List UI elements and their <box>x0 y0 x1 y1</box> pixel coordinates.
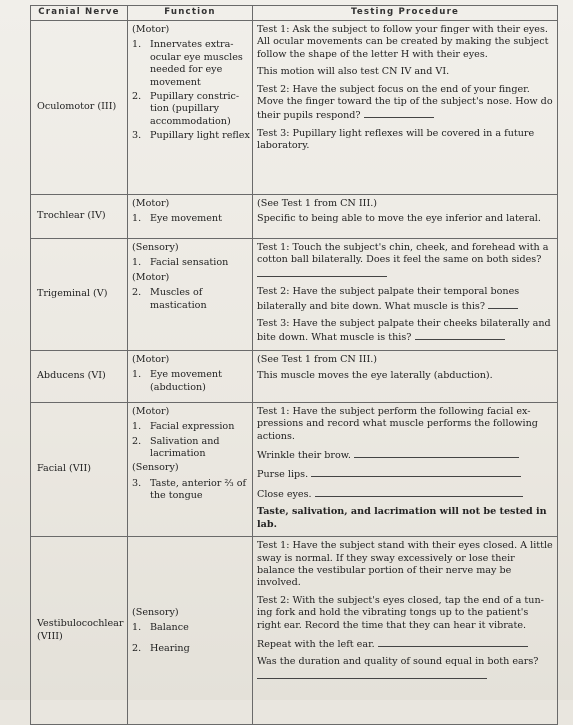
function-number: 2. <box>132 91 142 103</box>
table-row <box>31 537 558 725</box>
function-cell <box>128 537 253 725</box>
procedure-cell <box>253 537 558 725</box>
function-text: Pupillary light reflex <box>150 130 250 142</box>
function-text: Taste, anterior ⅔ of the tongue <box>150 477 247 502</box>
header-nerve: Cranial Nerve <box>31 6 128 21</box>
function-text: Eye movement <box>150 213 222 225</box>
answer-blank[interactable] <box>354 448 519 458</box>
procedure-text: Test 1: Ask the subject to follow your finger with their eyes. All ocular movements can be created by making the subject follow the shape of the letter H with their eyes. <box>257 24 549 60</box>
table-row <box>31 402 558 536</box>
function-label: (Motor) <box>132 198 170 209</box>
answer-blank[interactable] <box>415 330 505 340</box>
answer-blank[interactable] <box>378 637 528 647</box>
function-label: (Sensory) <box>132 242 179 253</box>
answer-blank[interactable] <box>257 669 487 679</box>
nerve-name: Trigeminal (V) <box>31 239 128 351</box>
function-label: (Motor) <box>132 24 170 35</box>
procedure-text: Test 1: Have the subject stand with their eyes closed. A little sway is normal. If they sway excessively or lose their balance the vestibular portion of their nerve may be involved. <box>257 540 553 589</box>
function-number: 1. <box>132 257 142 269</box>
function-number: 1. <box>132 421 142 433</box>
function-text: Muscles of mastication <box>150 287 207 311</box>
function-text: Pupillary constric-tion (pupillary accommodation) <box>150 91 240 127</box>
procedure-text: Test 2: With the subject's eyes closed, tap the end of a tun-ing fork and hold the vibrating tongs up to the patient's right ear. Record the time that they can hear it vibrate. <box>257 594 544 631</box>
procedure-text: Test 3: Pupillary light reflexes will be covered in a future laboratory. <box>257 127 535 152</box>
procedure-cell <box>253 402 558 536</box>
procedure-text: Close eyes. <box>257 487 553 501</box>
function-text: Eye movement (abduction) <box>150 369 222 393</box>
function-number: 3. <box>132 130 142 142</box>
nerve-name: Oculomotor (III) <box>31 21 128 195</box>
answer-blank[interactable] <box>311 467 521 477</box>
header-row <box>31 6 558 21</box>
function-number: 2. <box>132 642 142 654</box>
answer-blank[interactable] <box>364 108 434 118</box>
nerve-name: Trochlear (IV) <box>31 195 128 239</box>
answer-blank[interactable] <box>257 267 387 277</box>
procedure-text: Purse lips. <box>257 467 553 481</box>
function-number: 1. <box>132 369 142 381</box>
function-text: Innervates extra-ocular eye muscles needed for eye movement <box>150 39 243 88</box>
procedure-text: Wrinkle their brow. <box>257 448 553 462</box>
answer-blank[interactable] <box>315 487 523 497</box>
function-label: (Motor) <box>132 353 170 365</box>
procedure-note: Taste, salivation, and lacrimation will not be tested in lab. <box>257 506 547 530</box>
function-label: (Sensory) <box>132 606 179 618</box>
function-label: (Motor) <box>132 271 170 283</box>
procedure-text: This motion will also test CN IV and VI. <box>257 66 450 78</box>
function-number: 2. <box>132 435 142 447</box>
function-text: Balance <box>150 622 189 634</box>
function-text: Salivation and lacrimation <box>150 435 220 460</box>
nerve-name: Abducens (VI) <box>31 350 128 402</box>
procedure-cell <box>253 195 558 239</box>
procedure-cell <box>253 21 558 195</box>
function-number: 1. <box>132 213 142 225</box>
function-label: (Sensory) <box>132 462 179 474</box>
procedure-text: Test 3: Have the subject palpate their cheeks bilaterally and bite down. What muscle is this? <box>257 318 551 344</box>
table-row <box>31 195 558 239</box>
function-label: (Motor) <box>132 405 170 417</box>
procedure-text: (See Test 1 from CN III.) <box>257 198 378 209</box>
nerve-name: Vestibulocochlear (VIII) <box>31 537 128 725</box>
procedure-text: Specific to being able to move the eye inferior and lateral. <box>257 213 541 225</box>
table-row <box>31 350 558 402</box>
procedure-cell <box>253 350 558 402</box>
function-text: Facial sensation <box>150 257 229 269</box>
function-number: 1. <box>132 622 142 634</box>
answer-blank[interactable] <box>488 299 518 309</box>
nerve-name: Facial (VII) <box>31 402 128 536</box>
procedure-text: This muscle moves the eye laterally (abduction). <box>257 370 493 382</box>
table-row <box>31 239 558 351</box>
procedure-text: Repeat with the left ear. <box>257 637 553 651</box>
table-row <box>31 21 558 195</box>
function-number: 1. <box>132 39 142 51</box>
function-cell <box>128 402 253 536</box>
cranial-nerve-table <box>30 5 558 725</box>
procedure-cell <box>253 239 558 351</box>
function-text: Hearing <box>150 642 190 654</box>
function-cell <box>128 195 253 239</box>
function-cell <box>128 21 253 195</box>
procedure-text: Test 1: Have the subject perform the following facial ex-pressions and record what muscle performs the following actions. <box>257 405 538 442</box>
procedure-text: Test 2: Have the subject focus on the end of your finger. Move the finger toward the tip of the subject's nose. How do their pupils respond? <box>257 83 553 122</box>
procedure-text: Test 2: Have the subject palpate their temporal bones bilaterally and bite down. What muscle is this? <box>257 286 520 312</box>
procedure-text: (See Test 1 from CN III.) <box>257 353 378 365</box>
procedure-text: Was the duration and quality of sound equal in both ears? <box>257 656 553 683</box>
header-function: Function <box>128 6 253 21</box>
function-text: Facial expression <box>150 421 235 433</box>
procedure-text: Test 1: Touch the subject's chin, cheek, and forehead with a cotton ball bilaterally. Does it feel the same on both sides? <box>257 242 553 281</box>
function-cell <box>128 350 253 402</box>
function-number: 2. <box>132 287 142 299</box>
function-cell <box>128 239 253 351</box>
header-procedure: Testing Procedure <box>253 6 558 21</box>
function-number: 3. <box>132 477 142 489</box>
